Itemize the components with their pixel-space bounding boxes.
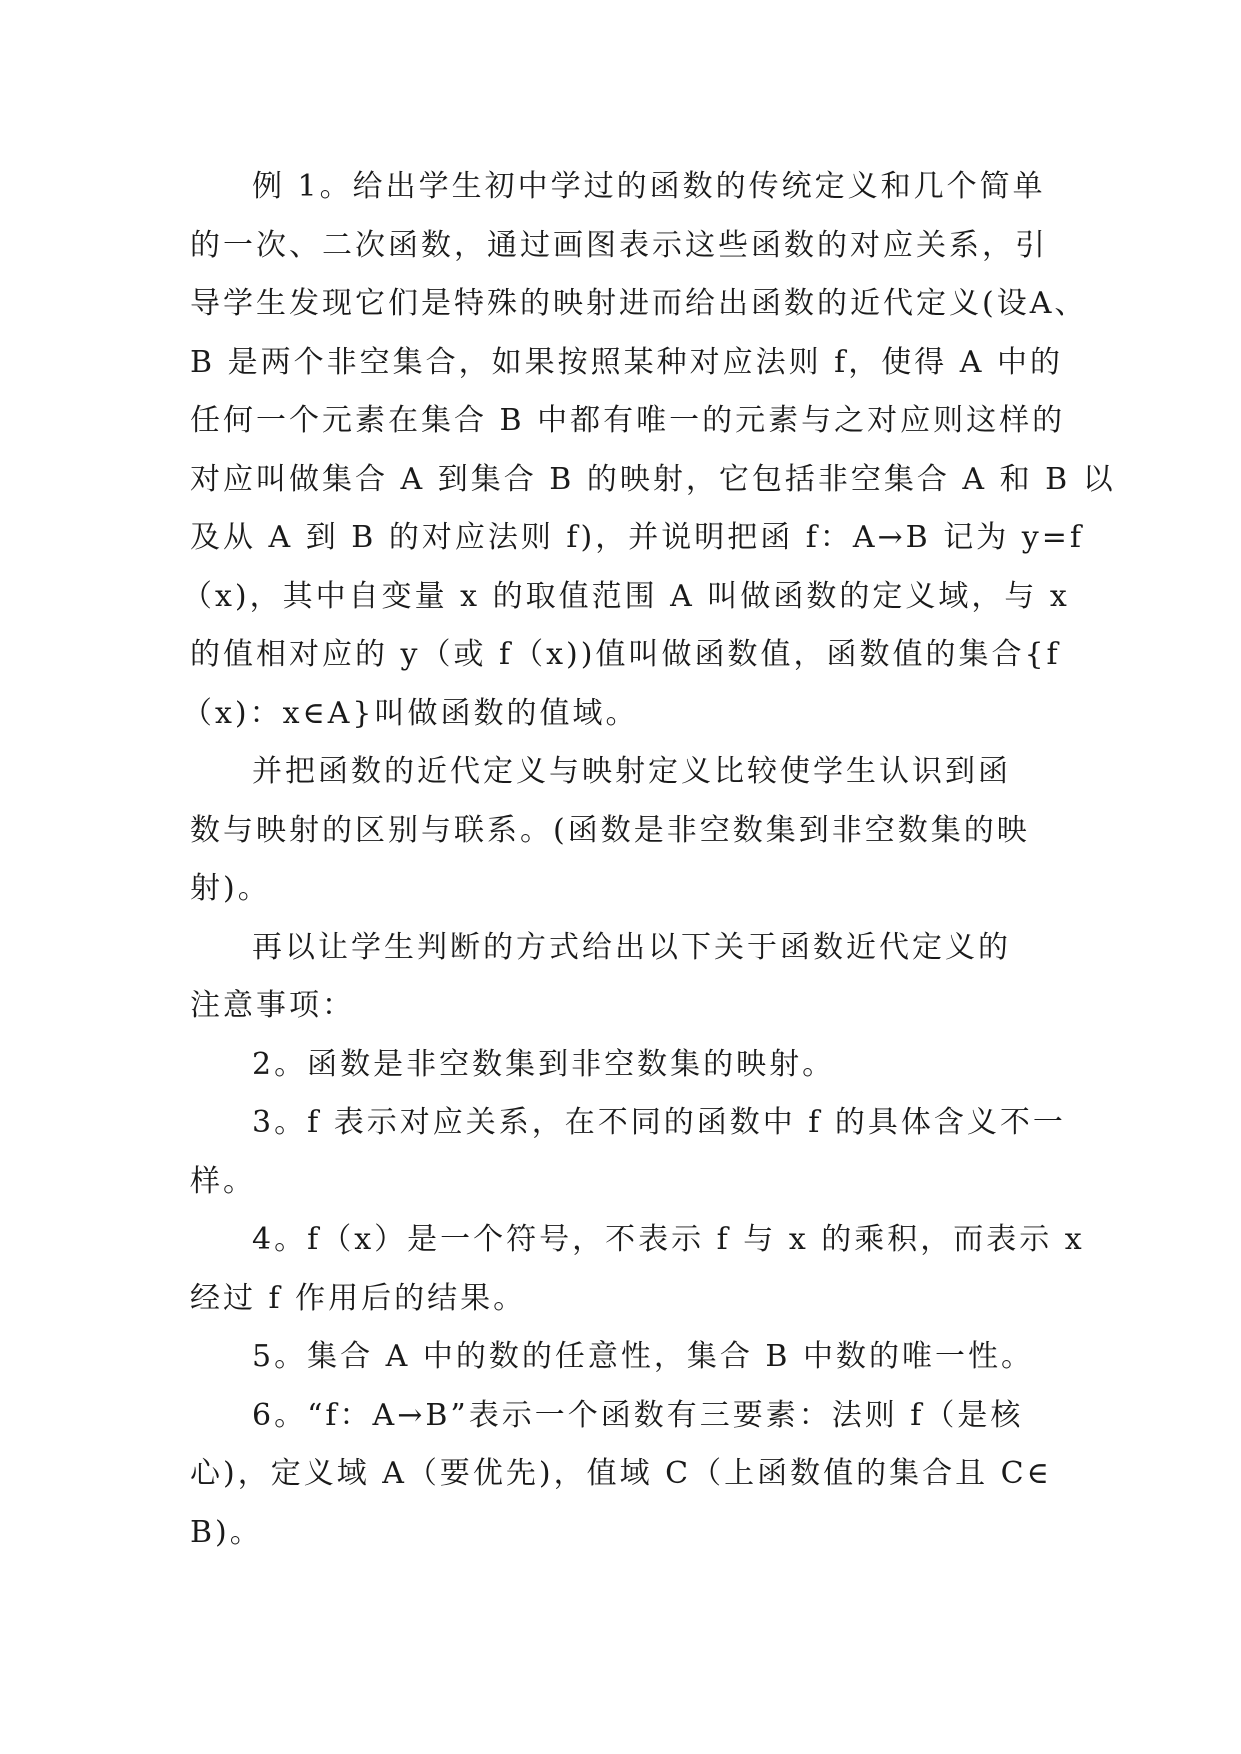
- text-line: 再以让学生判断的方式给出以下关于函数近代定义的: [252, 929, 1011, 965]
- text-line: 注意事项：: [190, 988, 355, 1023]
- text-line: 并把函数的近代定义与映射定义比较使学生认识到函: [252, 754, 1011, 789]
- text-line: 5。集合 A 中的数的任意性，集合 B 中数的唯一性。: [252, 1339, 1034, 1374]
- text-line: 3。f 表示对应关系，在不同的函数中 f 的具体含义不一: [252, 1105, 1066, 1140]
- text-line: 的值相对应的 y（或 f（x))值叫做函数值，函数值的集合{f: [190, 637, 1061, 672]
- text-line: B 是两个非空集合，如果按照某种对应法则 f，使得 A 中的: [190, 344, 1063, 380]
- text-line: 4。f（x）是一个符号，不表示 f 与 x 的乘积，而表示 x: [252, 1222, 1085, 1257]
- text-line: 例 1。给出学生初中学过的函数的传统定义和几个简单: [252, 169, 1046, 204]
- text-line: 任何一个元素在集合 B 中都有唯一的元素与之对应则这样的: [190, 403, 1066, 438]
- text-line: 及从 A 到 B 的对应法则 f)，并说明把函 f：A→B 记为 y=f: [190, 520, 1084, 555]
- text-line: 对应叫做集合 A 到集合 B 的映射，它包括非空集合 A 和 B 以: [190, 461, 1116, 497]
- text-line: 射)。: [190, 871, 271, 906]
- document-body: [182, 158, 1116, 1562]
- text-line: 数与映射的区别与联系。(函数是非空数集到非空数集的映: [190, 812, 1030, 848]
- text-line: 的一次、二次函数，通过画图表示这些函数的对应关系，引: [190, 227, 1048, 263]
- text-line: 6。“f：A→B”表示一个函数有三要素：法则 f（是核: [252, 1397, 1024, 1433]
- text-line: 样。: [190, 1163, 256, 1199]
- text-line: B)。: [190, 1514, 263, 1550]
- text-line: 2。函数是非空数集到非空数集的映射。: [252, 1046, 836, 1082]
- text-line: （x)：x∈A}叫做函数的值域。: [182, 695, 639, 731]
- text-line: 经过 f 作用后的结果。: [190, 1280, 527, 1316]
- text-line: 导学生发现它们是特殊的映射进而给出函数的近代定义(设A、: [190, 286, 1088, 321]
- text-line: 心)，定义域 A（要优先)，值域 C（上函数值的集合且 C∈: [190, 1456, 1052, 1491]
- text-line: （x)，其中自变量 x 的取值范围 A 叫做函数的定义域，与 x: [182, 578, 1070, 614]
